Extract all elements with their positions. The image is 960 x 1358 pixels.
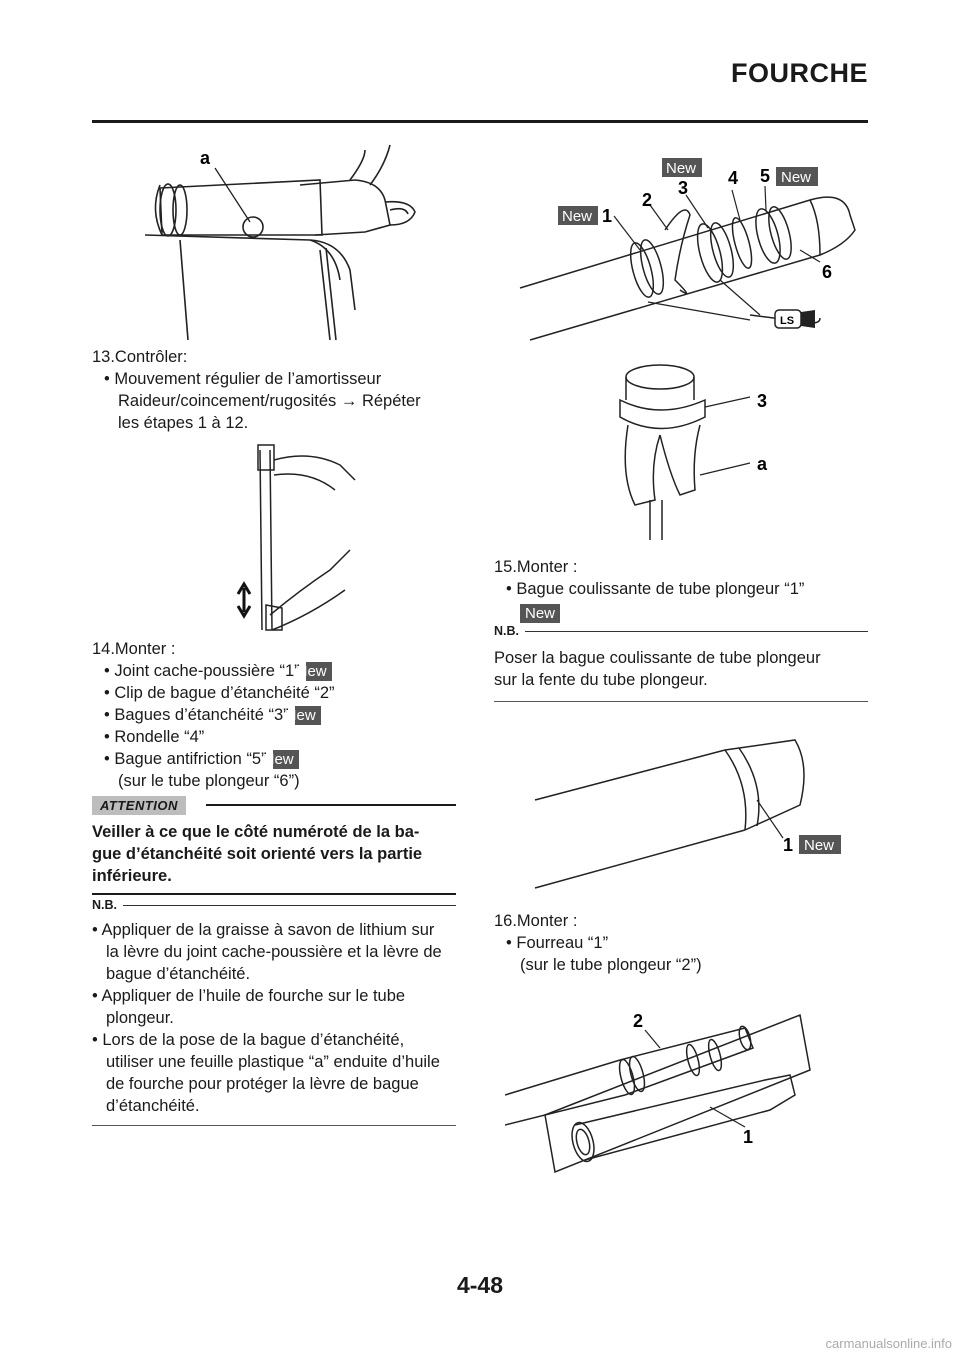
step-16-title: 16.Monter : xyxy=(494,912,578,930)
fig-new-badge-5: New xyxy=(781,169,812,186)
step-16-bullet: • Fourreau “1” xyxy=(506,934,609,952)
label-4: 4 xyxy=(728,168,739,188)
step-15-bullet: • Bague coulissante de tube plongeur “1” xyxy=(506,580,805,598)
figure-slide-bushing xyxy=(525,720,855,895)
step-13 xyxy=(92,346,462,434)
step-14-item-4: • Rondelle “4” xyxy=(104,728,205,746)
step-14-item-3: • Bagues d’étanchéité “3”New xyxy=(104,704,462,726)
nb-block-2 xyxy=(494,623,868,702)
step-16 xyxy=(494,910,868,976)
step-13-title: 13.Contrôler: xyxy=(92,348,188,366)
step-15 xyxy=(494,556,868,624)
new-badge: New xyxy=(520,604,560,623)
attention-text: Veiller à ce que le côté numéroté de la ba- gue d’étanchéité soit orienté vers la partie inférieure. xyxy=(92,823,423,885)
label-a: a xyxy=(757,454,768,474)
figure-ring-installer xyxy=(600,355,790,545)
label-2: 2 xyxy=(633,1011,644,1031)
nb2-line-2: sur la fente du tube plongeur. xyxy=(494,671,708,689)
fig-new-badge-1: New xyxy=(562,208,593,225)
step-13-line2: Raideur/coincement/rugosités → Répéter xyxy=(118,392,421,410)
nb-header: N.B. xyxy=(92,897,456,913)
new-badge: New xyxy=(306,662,332,681)
label-ls: LS xyxy=(780,315,795,327)
label-1: 1 xyxy=(602,206,613,226)
label-1: 1 xyxy=(743,1127,754,1147)
step-14-item-5: • Bague antifriction “5”New xyxy=(104,748,462,770)
nb1-bullet-3: • Lors de la pose de la bague d’étanchéité, xyxy=(92,1031,405,1049)
figure-outer-tube xyxy=(505,1000,815,1180)
fig-new-badge: New xyxy=(804,837,835,854)
figure-fork-vertical-test xyxy=(230,440,370,640)
nb-block-1: N.B. • Appliquer de la graisse à savon de lithium sur la lèvre du joint cache-poussière et la lèvre de bague d’étanchéité. • Appliquer de l’huile de fourche sur le tube plongeur. • Lors de la pose de la bague d’étanchéité, utiliser une feuille plastique “a” enduite d’huile de fourche pour protéger la lèvre de bague d’étanchéité. xyxy=(92,897,456,1126)
new-badge: New xyxy=(295,706,321,725)
label-1: 1 xyxy=(783,835,794,855)
step-14-title: 14.Monter : xyxy=(92,640,176,658)
step-16-note: (sur le tube plongeur “2”) xyxy=(520,956,702,974)
nb1-bullet-2: • Appliquer de l’huile de fourche sur le tube xyxy=(92,987,406,1005)
label-2: 2 xyxy=(642,190,653,210)
figure-fork-tube-sheet xyxy=(140,140,450,350)
page-number: 4-48 xyxy=(456,1272,504,1298)
fig-new-badge-3: New xyxy=(666,160,697,177)
label-6: 6 xyxy=(822,262,833,282)
label-3: 3 xyxy=(757,391,768,411)
nb1-bullet-1: • Appliquer de la graisse à savon de lithium sur xyxy=(92,921,435,939)
step-14-item-1: • Joint cache-poussière “1”New xyxy=(104,660,462,682)
step-13-bullet: • Mouvement régulier de l’amortisseur xyxy=(104,370,382,388)
label-3: 3 xyxy=(678,178,689,198)
step-13-line3: les étapes 1 à 12. xyxy=(118,414,249,432)
nb2-line-1: Poser la bague coulissante de tube plongeur xyxy=(494,649,821,667)
label-a: a xyxy=(200,148,211,168)
step-14-item-2: • Clip de bague d’étanchéité “2” xyxy=(104,684,335,702)
step-15-title: 15.Monter : xyxy=(494,558,578,576)
attention-header xyxy=(92,794,456,816)
attention-block xyxy=(92,794,456,895)
step-14 xyxy=(92,638,462,792)
label-5: 5 xyxy=(760,166,771,186)
new-badge: New xyxy=(273,750,299,769)
nb-header: N.B. xyxy=(494,623,868,639)
step-14-note: (sur le tube plongeur “6”) xyxy=(118,772,300,790)
figure-fork-parts xyxy=(510,150,865,350)
footer-watermark: carmanualsonline.info xyxy=(825,1336,952,1351)
header-rule xyxy=(92,120,868,123)
attention-label: ATTENTION xyxy=(92,796,186,815)
page-title: FOURCHE xyxy=(731,58,868,88)
